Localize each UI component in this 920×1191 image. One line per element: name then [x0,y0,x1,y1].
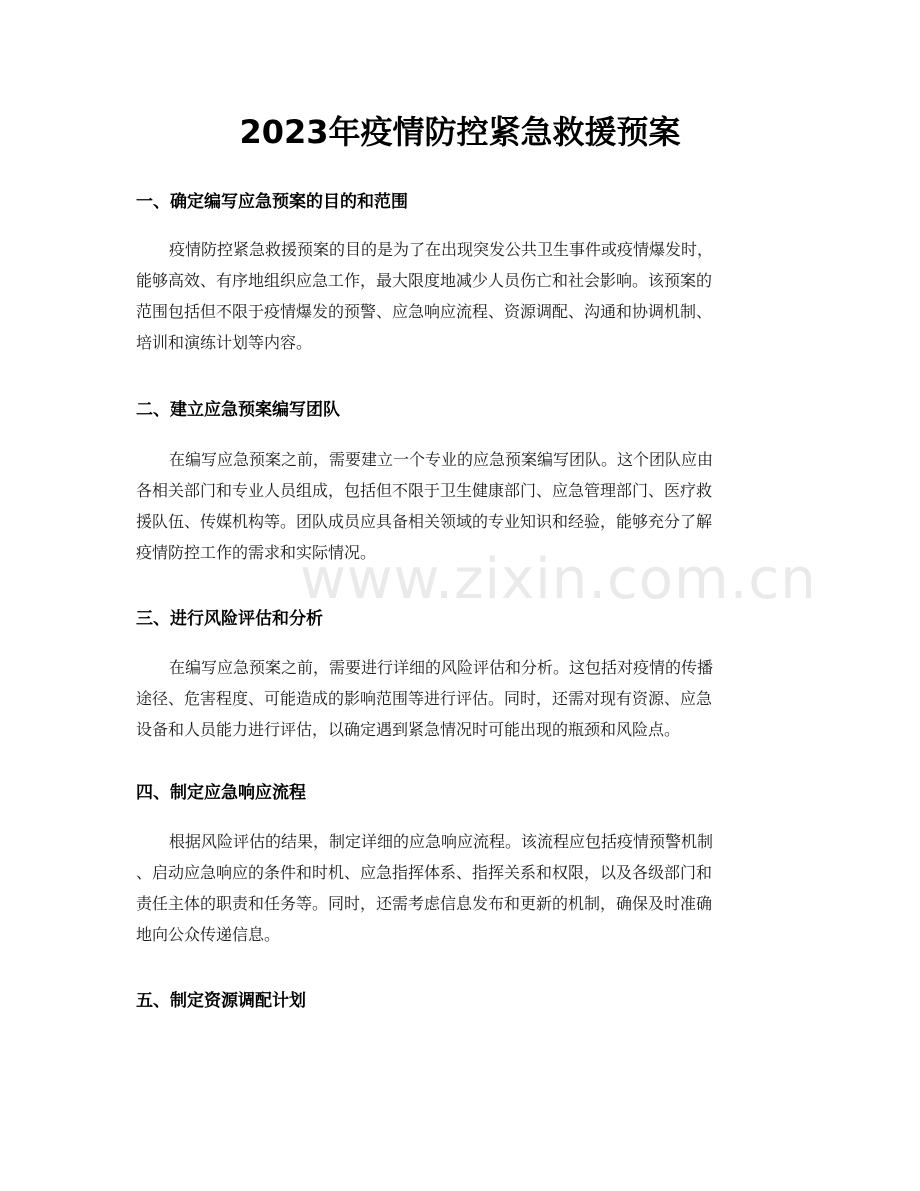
paragraph-line: 培训和演练计划等内容。 [136,333,313,352]
paragraph-line: 各相关部门和专业人员组成，包括但不限于卫生健康部门、应急管理部门、医疗救 [136,481,713,500]
section-heading-4: 四、制定应急响应流程 [136,783,306,803]
paragraph-line: 责任主体的职责和任务等。同时，还需考虑信息发布和更新的机制，确保及时准确 [136,894,713,913]
section-heading-2: 二、建立应急预案编写团队 [136,400,340,420]
paragraph-line: 范围包括但不限于疫情爆发的预警、应急响应流程、资源调配、沟通和协调机制、 [136,302,713,321]
section-paragraph-3 [136,652,786,745]
paragraph-line: 援队伍、传媒机构等。团队成员应具备相关领域的专业知识和经验，能够充分了解 [136,512,713,531]
paragraph-line: 在编写应急预案之前，需要进行详细的风险评估和分析。这包括对疫情的传播 [169,658,714,677]
section-paragraph-1 [136,234,786,358]
paragraph-line: 根据风险评估的结果，制定详细的应急响应流程。该流程应包括疫情预警机制 [169,832,714,851]
section-paragraph-4 [136,826,786,950]
document-title: 2023年疫情防控紧急救援预案 [239,113,681,151]
paragraph-line: 、启动应急响应的条件和时机、应急指挥体系、指挥关系和权限，以及各级部门和 [136,863,713,882]
section-heading-1: 一、确定编写应急预案的目的和范围 [136,192,408,212]
section-heading-5: 五、制定资源调配计划 [136,991,306,1011]
watermark-text: www.zixin.com.cn [300,547,817,612]
paragraph-line: 疫情防控工作的需求和实际情况。 [136,543,377,562]
paragraph-line: 途径、危害程度、可能造成的影响范围等进行评估。同时，还需对现有资源、应急 [136,689,713,708]
paragraph-line: 疫情防控紧急救援预案的目的是为了在出现突发公共卫生事件或疫情爆发时， [169,240,714,259]
paragraph-line: 在编写应急预案之前，需要建立一个专业的应急预案编写团队。这个团队应由 [169,450,714,469]
paragraph-line: 设备和人员能力进行评估，以确定遇到紧急情况时可能出现的瓶颈和风险点。 [136,720,681,739]
paragraph-line: 能够高效、有序地组织应急工作，最大限度地减少人员伤亡和社会影响。该预案的 [136,271,713,290]
section-paragraph-2 [136,444,786,568]
paragraph-line: 地向公众传递信息。 [136,925,281,944]
section-heading-3: 三、进行风险评估和分析 [136,609,323,629]
